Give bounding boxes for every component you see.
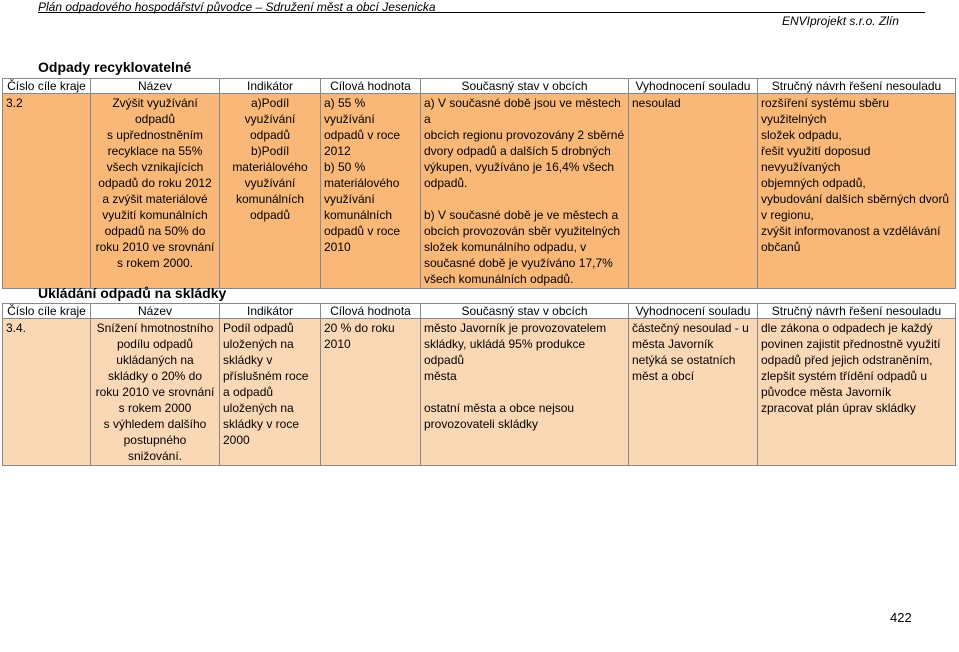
table-header-row [3, 304, 956, 319]
col-header-nazev: Název [91, 304, 220, 319]
col-header-nazev: Název [91, 79, 220, 94]
page-number: 422 [890, 610, 912, 625]
col-header-vyhodnoceni: Vyhodnocení souladu [629, 304, 758, 319]
document-header-company: ENVIprojekt s.r.o. Zlín [782, 14, 899, 28]
cell-cilova: 20 % do roku 2010 [321, 319, 421, 466]
cell-indikator: Podíl odpadů uložených na skládky v příslušném roce a odpadů uložených na skládky v roce 2000 [220, 319, 321, 466]
col-header-navrh: Stručný návrh řešení nesouladu [758, 304, 956, 319]
col-header-indikator: Indikátor [220, 304, 321, 319]
section-title-recyclable: Odpady recyklovatelné [38, 59, 192, 75]
cell-stav: město Javorník je provozovatelem skládky, ukládá 95% produkce odpadů města ostatní města a obce nejsou provozovateli skládky [421, 319, 629, 466]
recyclable-waste-table [2, 78, 956, 289]
table-row [3, 319, 956, 466]
col-header-vyhodnoceni: Vyhodnocení souladu [629, 79, 758, 94]
cell-vyhodnoceni: nesoulad [629, 94, 758, 289]
cell-cislo: 3.2 [3, 94, 91, 289]
cell-navrh: dle zákona o odpadech je každý povinen zajistit přednostně využití odpadů před jejich odstraněním, zlepšit systém třídění odpadů u původce města Javorník zpracovat plán úprav skládky [758, 319, 956, 466]
cell-nazev: Snížení hmotnostního podílu odpadů ukládaných na skládky o 20% do roku 2010 ve srovnání s rokem 2000 s výhledem dalšího postupného snižování. [91, 319, 220, 466]
col-header-stav: Současný stav v obcích [421, 79, 629, 94]
cell-navrh: rozšíření systému sběru využitelných složek odpadu, řešit využití doposud nevyužívaných objemných odpadů, vybudování dalších sběrných dvorů v regionu, zvýšit informovanost a vzdělávání občanů [758, 94, 956, 289]
col-header-navrh: Stručný návrh řešení nesouladu [758, 79, 956, 94]
col-header-cislo: Číslo cíle kraje [3, 304, 91, 319]
document-header-title: Plán odpadového hospodářství původce – Sdružení měst a obcí Jesenicka [38, 0, 436, 14]
col-header-cilova: Cílová hodnota [321, 79, 421, 94]
cell-cislo: 3.4. [3, 319, 91, 466]
header-divider [38, 12, 925, 13]
section-title-landfill: Ukládání odpadů na skládky [38, 285, 227, 301]
cell-indikator: a)Podíl využívání odpadů b)Podíl materiálového využívání komunálních odpadů [220, 94, 321, 289]
cell-stav: a) V současné době jsou ve městech a obcích regionu provozovány 2 sběrné dvory odpadů a dalších 5 drobných výkupen, využíváno je 16,4% všech odpadů. b) V současné době je ve městech a obcích provozován sběr využitelných složek komunálního odpadu, v současné době je využíváno 17,7% všech komunálních odpadů. [421, 94, 629, 289]
col-header-cilova: Cílová hodnota [321, 304, 421, 319]
cell-vyhodnoceni: částečný nesoulad - u města Javorník netýká se ostatních měst a obcí [629, 319, 758, 466]
table-row [3, 94, 956, 289]
cell-cilova: a) 55 % využívání odpadů v roce 2012 b) 50 % materiálového využívání komunálních odpadů v roce 2010 [321, 94, 421, 289]
cell-nazev: Zvýšit využívání odpadů s upřednostněním recyklace na 55% všech vznikajících odpadů do roku 2012 a zvýšit materiálové využití komunálních odpadů na 50% do roku 2010 ve srovnání s rokem 2000. [91, 94, 220, 289]
col-header-cislo: Číslo cíle kraje [3, 79, 91, 94]
landfill-waste-table [2, 303, 956, 466]
col-header-stav: Současný stav v obcích [421, 304, 629, 319]
table-header-row [3, 79, 956, 94]
col-header-indikator: Indikátor [220, 79, 321, 94]
